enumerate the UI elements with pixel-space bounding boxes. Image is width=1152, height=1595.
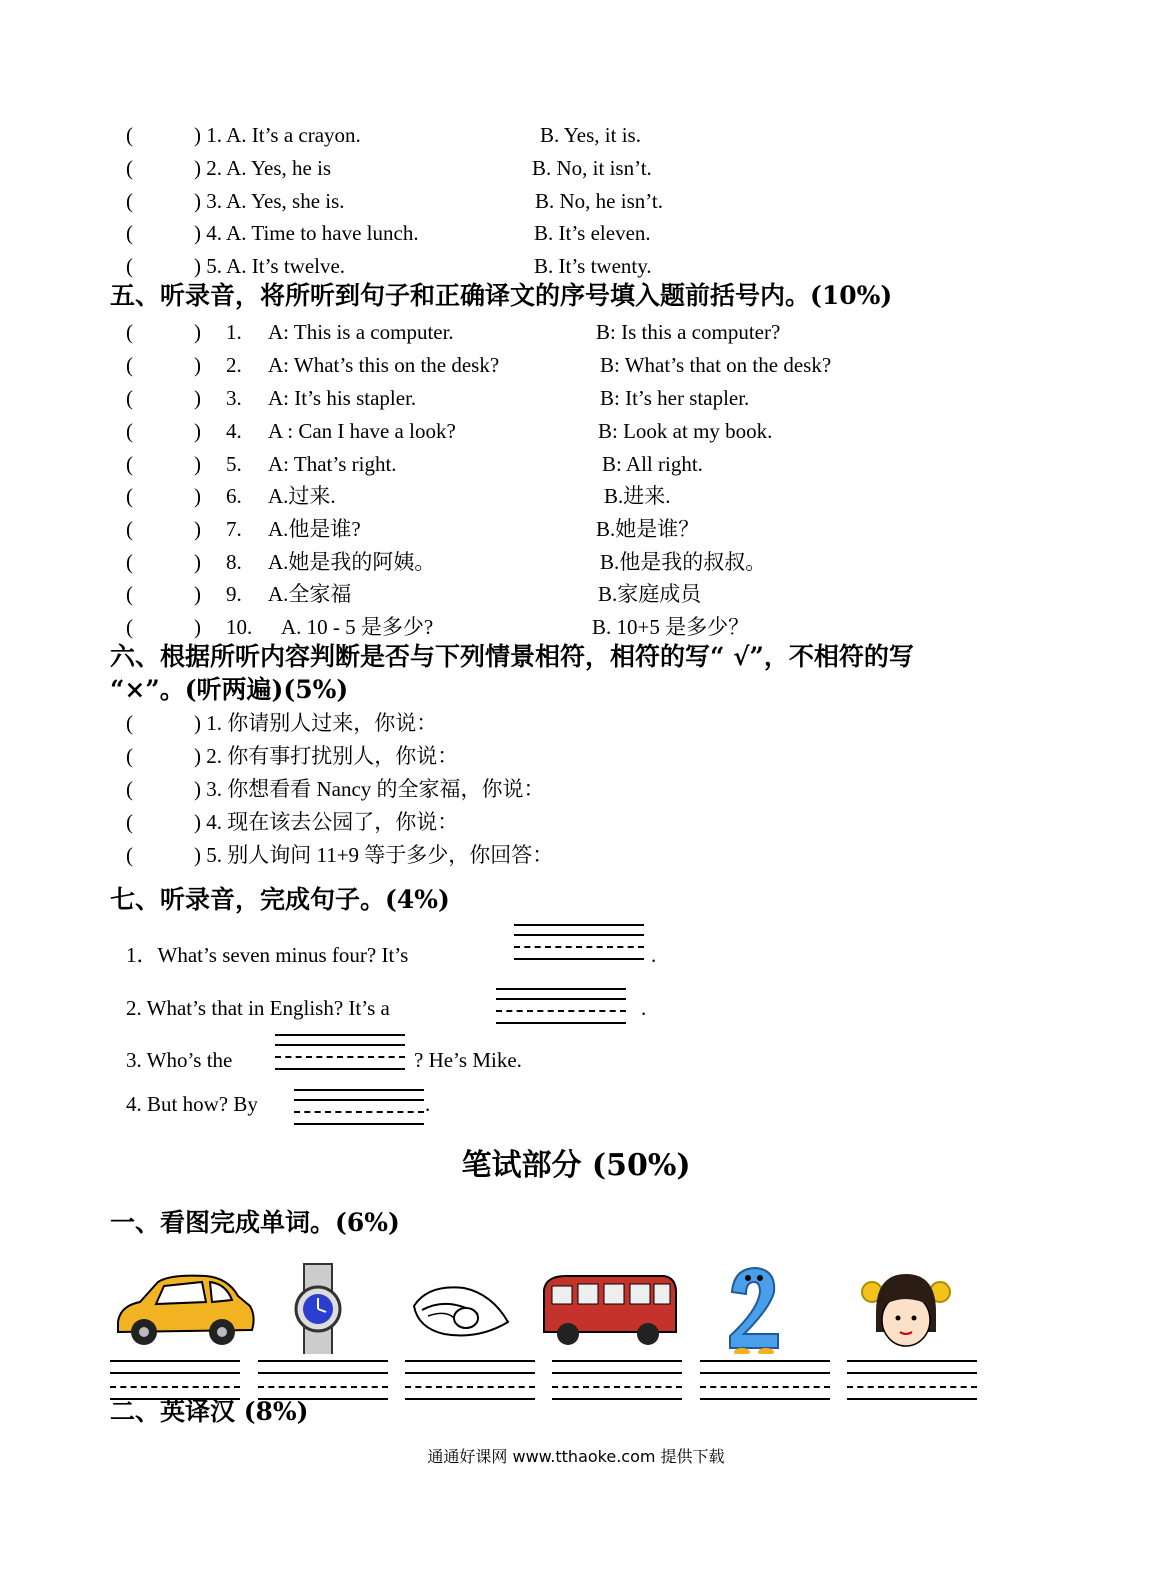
section-6-title: 六、根据所听内容判断是否与下列情景相符，相符的写“ √”，不相符的写 bbox=[110, 642, 914, 671]
option-b: B: It’s her stapler. bbox=[600, 386, 750, 410]
item-number: 1. bbox=[226, 320, 242, 344]
footer: 通通好课网 www.tthaoke.com 提供下载 bbox=[427, 1447, 725, 1466]
section-6-row: ( ) 1. 你请别人过来，你说： bbox=[126, 711, 438, 735]
section-5-row: ( ) 10. A. 10 - 5 是多少? B. 10+5 是多少？ bbox=[126, 615, 750, 639]
option-b: B: Look at my book. bbox=[598, 419, 773, 443]
answer-blank[interactable] bbox=[552, 1360, 682, 1402]
number-two-icon bbox=[724, 1262, 784, 1354]
section-5-row: ( ) 6. A.过来. B.进来. bbox=[126, 484, 671, 508]
section-5-row: ( ) 1. A: This is a computer. B: Is this a computer? bbox=[126, 320, 781, 344]
option-b: B: Is this a computer? bbox=[596, 320, 781, 344]
section-5-row: ( ) 3. A: It’s his stapler. B: It’s her stapler. bbox=[126, 386, 750, 410]
sentence-1: 1．What’s seven minus four? It’s bbox=[126, 943, 409, 967]
sentence-4: 4. But how? By bbox=[126, 1092, 258, 1116]
question-a: ) 5. A. It’s twelve. bbox=[194, 254, 346, 278]
part4-row: ( ) 5. A. It’s twelve. B. It’s twenty. bbox=[126, 254, 652, 278]
option-a: A: What’s this on the desk? bbox=[268, 353, 500, 377]
option-b: B.她是谁？ bbox=[596, 517, 700, 541]
question-a: ) 1. A. It’s a crayon. bbox=[194, 123, 361, 147]
part4-row: ( ) 3. A. Yes, she is. B. No, he isn’t. bbox=[126, 189, 663, 213]
item-number: 5. bbox=[226, 452, 242, 476]
option-b: B: What’s that on the desk? bbox=[600, 353, 832, 377]
option-a: A.她是我的阿姨。 bbox=[268, 550, 436, 574]
section-5-row: ( ) 4. A : Can I have a look? B: Look at my book. bbox=[126, 419, 773, 443]
option-b: B.进来. bbox=[604, 484, 671, 508]
item-number: 6. bbox=[226, 484, 242, 508]
answer-blank[interactable] bbox=[294, 1089, 424, 1129]
item-number: 2. bbox=[226, 353, 242, 377]
section-5-row: ( ) 2. A: What’s this on the desk? B: What’s that on the desk? bbox=[126, 353, 832, 377]
sentence-3: 3. Who’s the bbox=[126, 1048, 233, 1072]
section-5-row: ( ) 7. A.他是谁? B.她是谁？ bbox=[126, 517, 700, 541]
item-number: 10. bbox=[226, 615, 253, 639]
section-6-row: ( ) 2. 你有事打扰别人，你说： bbox=[126, 744, 459, 768]
written-1-title: 一、看图完成单词。(6%) bbox=[110, 1208, 400, 1237]
option-a: A : Can I have a look? bbox=[268, 419, 456, 443]
option-b: B. Yes, it is. bbox=[540, 123, 641, 147]
option-a: A. 10 - 5 是多少? bbox=[281, 615, 434, 639]
answer-blank[interactable] bbox=[275, 1034, 405, 1074]
option-a: A.全家福 bbox=[268, 582, 352, 606]
section-6-row: ( ) 4. 现在该去公园了，你说： bbox=[126, 810, 459, 834]
item-number: 4. bbox=[226, 419, 242, 443]
answer-blank[interactable] bbox=[514, 924, 644, 964]
option-b: B.家庭成员 bbox=[598, 582, 702, 606]
answer-blank[interactable] bbox=[847, 1360, 977, 1402]
option-b: B. It’s twenty. bbox=[534, 254, 652, 278]
written-2-title: 二、英译汉 (8%) bbox=[110, 1397, 309, 1426]
watch-icon bbox=[282, 1262, 354, 1354]
section-7-title: 七、听录音，完成句子。(4%) bbox=[110, 885, 450, 914]
option-b: B. No, it isn’t. bbox=[532, 156, 652, 180]
section-5-row: ( ) 5. A: That’s right. B: All right. bbox=[126, 452, 703, 476]
pencil-case-icon bbox=[408, 1266, 514, 1358]
car-icon bbox=[110, 1266, 258, 1358]
item-number: 9. bbox=[226, 582, 242, 606]
question-a: ) 3. A. Yes, she is. bbox=[194, 189, 345, 213]
girl-icon bbox=[858, 1262, 954, 1354]
section-5-title: 五、听录音，将所听到句子和正确译文的序号填入题前括号内。(10%) bbox=[110, 281, 893, 310]
question-a: ) 4. A. Time to have lunch. bbox=[194, 221, 419, 245]
answer-blank[interactable] bbox=[700, 1360, 830, 1402]
section-6-row: ( ) 3. 你想看看 Nancy 的全家福，你说： bbox=[126, 777, 545, 801]
section-5-row: ( ) 8. A.她是我的阿姨。 B.他是我的叔叔。 bbox=[126, 550, 767, 574]
bus-icon bbox=[536, 1266, 680, 1358]
option-a: A: This is a computer. bbox=[268, 320, 454, 344]
option-b: B.他是我的叔叔。 bbox=[600, 550, 767, 574]
option-a: A.过来. bbox=[268, 484, 336, 508]
option-a: A: It’s his stapler. bbox=[268, 386, 417, 410]
option-b: B. 10+5 是多少？ bbox=[592, 615, 750, 639]
item-number: 3. bbox=[226, 386, 242, 410]
option-a: A.他是谁? bbox=[268, 517, 361, 541]
item-number: 7. bbox=[226, 517, 242, 541]
section-6-row: ( ) 5. 别人询问 11+9 等于多少，你回答： bbox=[126, 843, 554, 867]
answer-blank[interactable] bbox=[496, 988, 626, 1028]
section-6-title-cont: “×”。(听两遍)(5%) bbox=[110, 675, 349, 704]
question-a: ) 2. A. Yes, he is bbox=[194, 156, 332, 180]
written-part-title: 笔试部分 (50%) bbox=[461, 1148, 691, 1183]
option-b: B. No, he isn’t. bbox=[535, 189, 663, 213]
section-5-row: ( ) 9. A.全家福 B.家庭成员 bbox=[126, 582, 702, 606]
option-a: A: That’s right. bbox=[268, 452, 397, 476]
part4-row: ( ) 4. A. Time to have lunch. B. It’s eleven. bbox=[126, 221, 651, 245]
item-number: 8. bbox=[226, 550, 242, 574]
option-b: B: All right. bbox=[602, 452, 703, 476]
option-b: B. It’s eleven. bbox=[534, 221, 651, 245]
part4-row: ( ) 2. A. Yes, he is B. No, it isn’t. bbox=[126, 156, 652, 180]
answer-blank[interactable] bbox=[405, 1360, 535, 1402]
sentence-2: 2. What’s that in English? It’s a bbox=[126, 996, 390, 1020]
part4-row: ( ) 1. A. It’s a crayon. B. Yes, it is. bbox=[126, 123, 641, 147]
